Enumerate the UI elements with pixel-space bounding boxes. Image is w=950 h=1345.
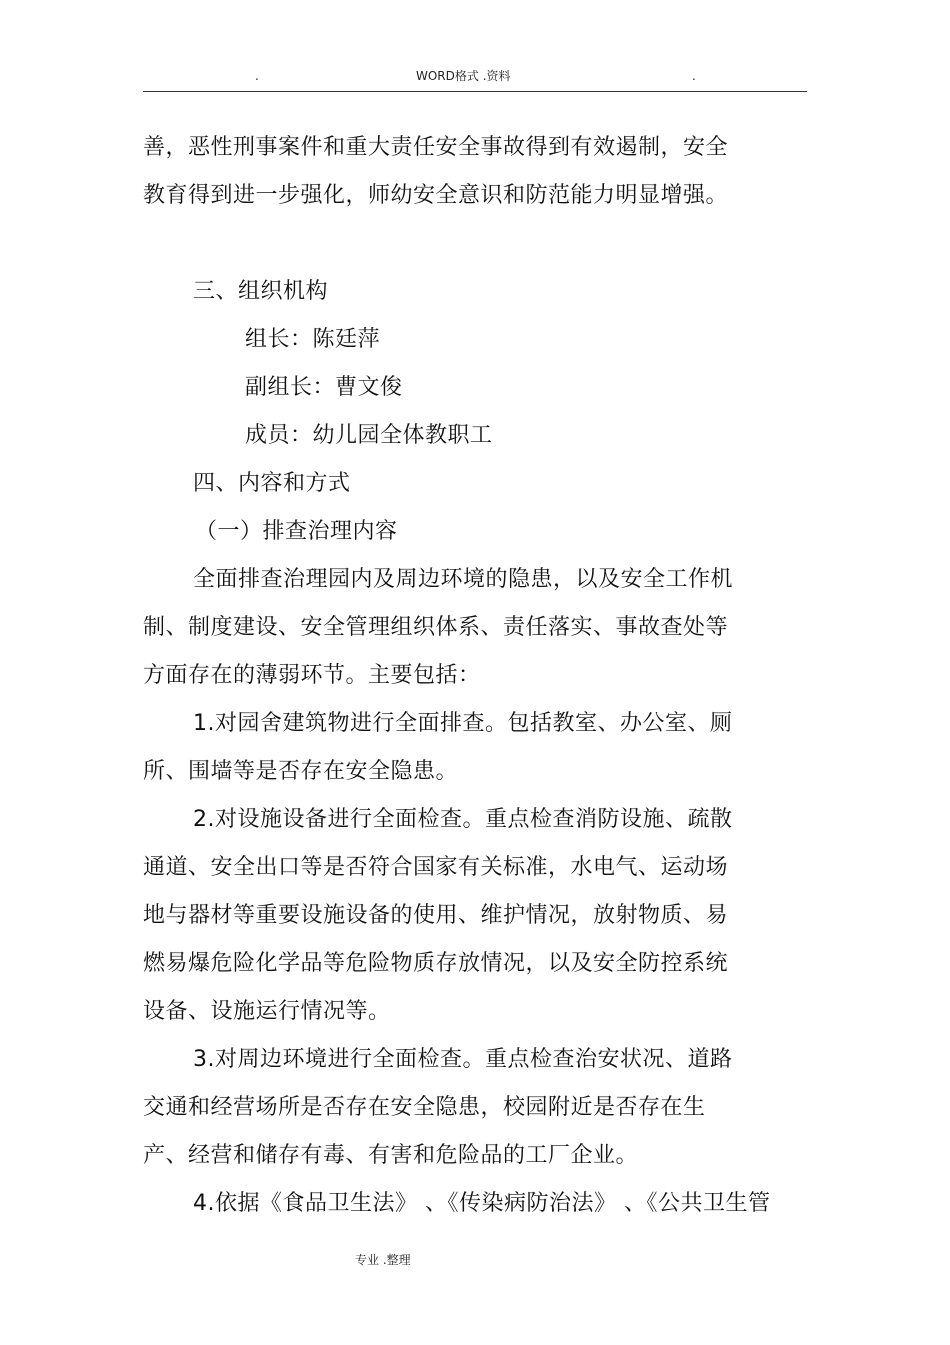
body-line: 4.依据《食品卫生法》 、《传染病防治法》 、《公共卫生管 xyxy=(193,1191,771,1216)
header-rule xyxy=(143,91,807,92)
body-line: 设备、设施运行情况等。 xyxy=(143,999,391,1024)
body-line: 全面排查治理园内及周边环境的隐患，以及安全工作机 xyxy=(193,567,734,592)
body-line: 教育得到进一步强化，师幼安全意识和防范能力明显增强。 xyxy=(143,183,729,208)
body-line: 产、经营和储存有毒、有害和危险品的工厂企业。 xyxy=(143,1143,639,1168)
body-line: 3.对周边环境进行全面检查。重点检查治安状况、道路 xyxy=(193,1047,733,1072)
body-line: 副组长：曹文俊 xyxy=(245,375,403,400)
body-line: 2.对设施设备进行全面检查。重点检查消防设施、疏散 xyxy=(193,807,733,832)
header-dot-left: . xyxy=(255,69,259,83)
body-line: 方面存在的薄弱环节。主要包括： xyxy=(143,663,481,688)
body-line: 交通和经营场所是否存在安全隐患，校园附近是否存在生 xyxy=(143,1095,706,1120)
body-line: 燃易爆危险化学品等危险物质存放情况，以及安全防控系统 xyxy=(143,951,729,976)
header-dot-right: . xyxy=(692,69,696,83)
body-line: 所、围墙等是否存在安全隐患。 xyxy=(143,759,459,784)
page-footer: 专业 .整理 xyxy=(355,1253,411,1267)
body-line: 地与器材等重要设施设备的使用、维护情况，放射物质、易 xyxy=(143,903,729,928)
body-line: 善，恶性刑事案件和重大责任安全事故得到有效遏制，安全 xyxy=(143,135,729,160)
body-line: 制、制度建设、安全管理组织体系、责任落实、事故查处等 xyxy=(143,615,729,640)
body-line: 1.对园舍建筑物进行全面排查。包括教室、办公室、厕 xyxy=(193,711,733,736)
body-line: 组长：陈廷萍 xyxy=(245,327,381,352)
subsection-heading: （一）排查治理内容 xyxy=(195,519,398,544)
body-line: 成员：幼儿园全体教职工 xyxy=(245,423,493,448)
body-line: 通道、安全出口等是否符合国家有关标准，水电气、运动场 xyxy=(143,855,729,880)
section-heading: 四、内容和方式 xyxy=(193,471,351,496)
section-heading: 三、组织机构 xyxy=(193,279,329,304)
header-title: WORD格式 .资料 xyxy=(416,69,511,83)
